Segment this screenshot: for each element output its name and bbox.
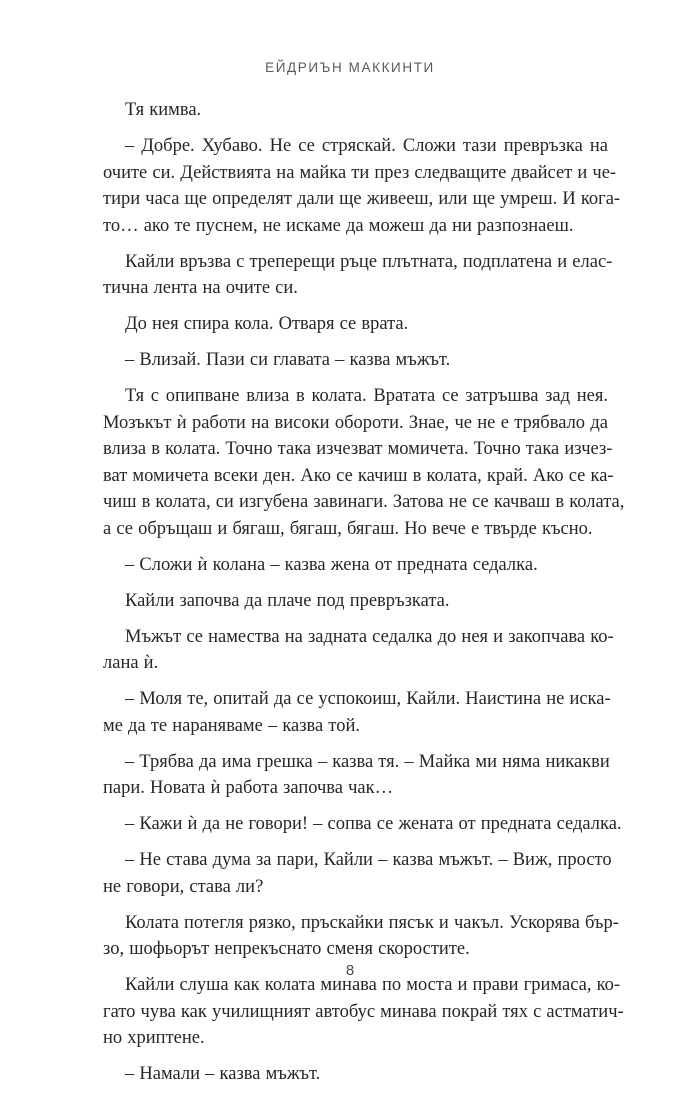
- paragraph: [103, 847, 612, 900]
- text-line: чиш в колата, си изгубена завинаги. Затова не се качваш в колата,: [103, 492, 625, 512]
- text-line: тири часа ще определят дали ще живееш, или ще умреш. И кога-: [103, 189, 621, 209]
- text-line: Тя кимва.: [125, 100, 202, 120]
- text-line: Кайли започва да плаче под превръзката.: [125, 590, 450, 611]
- paragraph: [103, 749, 608, 802]
- text-line: ме да те нараняваме – казва той.: [103, 715, 360, 736]
- text-line: – Добре. Хубаво. Не се стряскай. Сложи тази превръзка на: [125, 136, 608, 156]
- paragraph: [103, 588, 608, 615]
- paragraph: [103, 910, 619, 963]
- paragraph: [103, 249, 613, 302]
- text-line: Мъжът се намества на задната седалка до нея и закопчава ко-: [125, 626, 614, 647]
- text-line: До нея спира кола. Отваря се врата.: [125, 314, 409, 334]
- paragraph: [103, 686, 611, 739]
- text-line: Колата потегля рязко, пръскайки пясък и чакъл. Ускорява бър-: [125, 912, 619, 933]
- text-line: – Намали – казва мъжът.: [125, 1064, 321, 1084]
- text-line: ват момичета всеки ден. Ако се качиш в колата, край. Ако се ка-: [103, 465, 614, 486]
- text-line: Мозъкът ѝ работи на високи обороти. Знае, че не е трябвало да: [103, 412, 608, 433]
- page-number: 8: [345, 962, 355, 979]
- text-line: пари. Новата ѝ работа започва чак…: [103, 778, 394, 798]
- paragraph: [103, 383, 625, 542]
- text-line: тична лента на очите си.: [103, 278, 298, 298]
- text-line: влиза в колата. Точно така изчезват момичета. Точно така изчез-: [103, 439, 613, 459]
- text-line: – Не става дума за пари, Кайли – казва мъжът. – Виж, просто: [125, 850, 612, 870]
- text-line: – Моля те, опитай да се успокоиш, Кайли. Наистина не иска-: [125, 689, 611, 709]
- text-line: зо, шофьорът непрекъснато сменя скоростите.: [103, 939, 470, 959]
- paragraph: [103, 133, 621, 239]
- text-line: – Кажи ѝ да не говори! – сопва се жената от предната седалка.: [125, 814, 622, 834]
- text-line: – Сложи ѝ колана – казва жена от предната седалка.: [125, 554, 538, 575]
- text-line: то… ако те пуснем, не искаме да можеш да ни разпознаеш.: [103, 215, 574, 236]
- paragraph: [103, 624, 614, 677]
- running-head-author: ЕЙДРИЪН МАККИНТИ: [265, 60, 435, 75]
- paragraph: [103, 1061, 608, 1088]
- text-line: гато чува как училищният автобус минава покрай тях с астматич-: [103, 1001, 624, 1022]
- text-line: но хриптене.: [103, 1028, 205, 1048]
- text-line: очите си. Действията на майка ти през следващите двайсет и че-: [103, 162, 617, 183]
- text-line: – Трябва да има грешка – казва тя. – Майка ми няма никакви: [125, 751, 610, 772]
- paragraph: [103, 972, 624, 1052]
- paragraph: [103, 97, 608, 124]
- text-line: лана ѝ.: [103, 653, 159, 673]
- paragraph: [103, 347, 608, 374]
- text-line: Кайли слуша как колата минава по моста и прави гримаса, ко-: [125, 975, 621, 995]
- body-text: [103, 97, 625, 1097]
- paragraph: [103, 811, 622, 838]
- text-line: Кайли връзва с треперещи ръце плътната, подплатена и елас-: [125, 251, 613, 272]
- text-line: – Влизай. Пази си главата – казва мъжът.: [125, 350, 451, 370]
- text-line: не говори, става ли?: [103, 876, 264, 897]
- text-line: а се обръщаш и бягаш, бягаш, бягаш. Но вече е твърде късно.: [103, 518, 593, 539]
- paragraph: [103, 552, 608, 579]
- paragraph: [103, 311, 608, 338]
- text-line: Тя с опипване влиза в колата. Вратата се затръшва зад нея.: [125, 386, 608, 406]
